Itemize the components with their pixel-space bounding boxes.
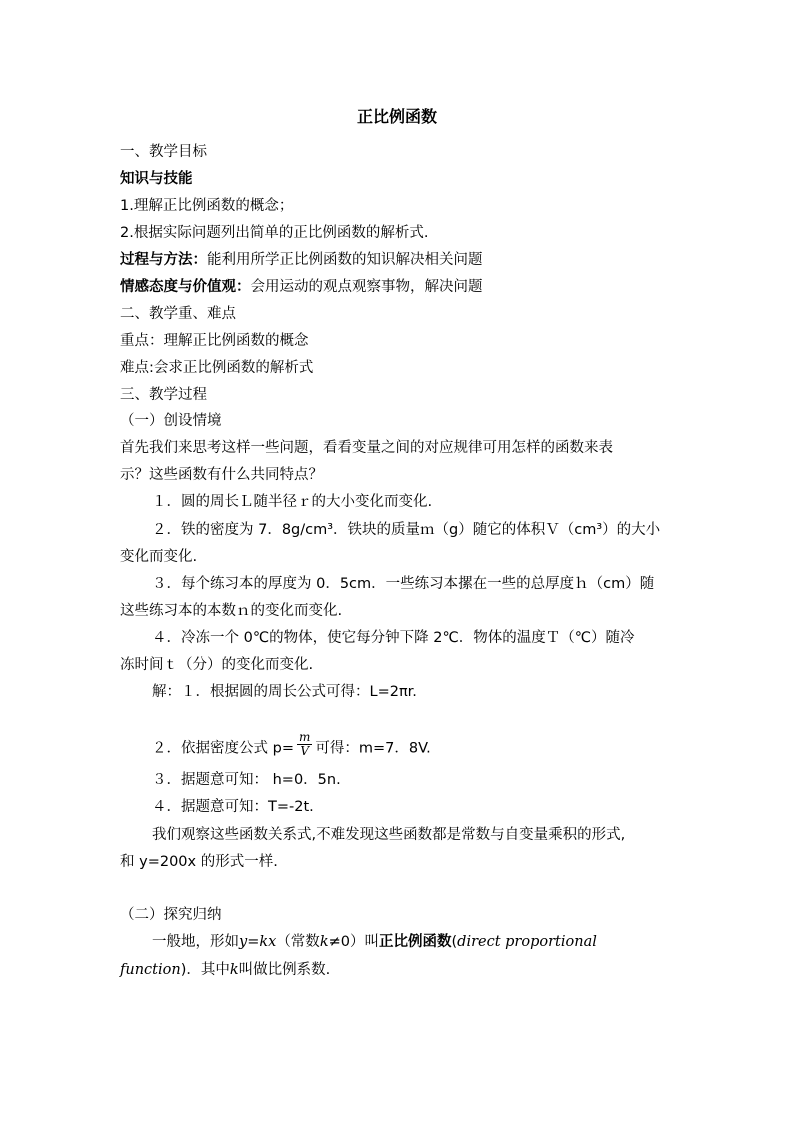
answer-1: 解：１．根据圆的周长公式可得：L=2πr. <box>152 684 417 700</box>
section-heading-goals: 一、教学目标 <box>120 144 207 160</box>
section-heading-focus: 二、教学重、难点 <box>120 306 236 322</box>
question-4-line-2: 冻时间ｔ（分）的变化而变化. <box>120 657 314 673</box>
difficult-point: 难点:会求正比例函数的解析式 <box>120 360 314 376</box>
answer-2-suffix: 可得：m=7．8V. <box>315 740 431 757</box>
question-3-line-2: 这些练习本的本数ｎ的变化而变化. <box>120 603 343 619</box>
definition-term: 正比例函数 <box>378 934 452 950</box>
definition-english-1: direct proportional <box>457 934 597 950</box>
key-point: 重点：理解正比例函数的概念 <box>120 333 309 349</box>
density-fraction <box>297 731 312 758</box>
definition-text-c: ≠0）叫 <box>328 934 379 950</box>
goal-attitude-text: 会用运动的观点观察事物，解决问题 <box>250 279 483 295</box>
definition-text-b: （常数 <box>276 934 320 950</box>
goal-process-label: 过程与方法： <box>120 252 207 268</box>
observation-line-1: 我们观察这些函数关系式,不难发现这些函数都是常数与自变量乘积的形式, <box>152 827 626 843</box>
definition-text-d: ( <box>451 934 458 950</box>
definition-coefficient-k: k <box>229 962 239 978</box>
definition-text-f: 叫做比例系数. <box>238 962 331 978</box>
answer-4: ４．据题意可知：T=-2t. <box>152 799 314 815</box>
definition-english-2: function <box>120 962 181 978</box>
goal-attitude <box>120 277 483 297</box>
goal-item-1: 1.理解正比例函数的概念； <box>120 198 294 214</box>
goal-attitude-label: 情感态度与价值观： <box>120 279 251 295</box>
fraction-denominator: V <box>300 744 309 758</box>
subheading-knowledge: 知识与技能 <box>120 171 193 187</box>
definition-constant-k: k <box>319 934 329 950</box>
goal-item-2: 2.根据实际问题列出简单的正比例函数的解析式. <box>120 225 429 241</box>
intro-line-2: 示？这些函数有什么共同特点？ <box>120 467 323 483</box>
fraction-numerator: m <box>298 730 311 744</box>
definition-line-1 <box>152 932 597 952</box>
answer-2-prefix: ２．依据密度公式 p= <box>152 740 294 757</box>
part-heading-explore: （二）探究归纳 <box>120 907 222 923</box>
question-2-line-1: ２．铁的密度为 7．8g/cm³．铁块的质量ｍ（g）随它的体积Ｖ（cm³）的大小 <box>152 522 661 538</box>
observation-line-2: 和 y=200x 的形式一样. <box>120 854 278 870</box>
part-heading-scenario: （一）创设情境 <box>120 413 222 429</box>
page-title: 正比例函数 <box>356 107 437 126</box>
definition-formula: y=kx <box>239 934 277 950</box>
intro-line-1: 首先我们来思考这样一些问题，看看变量之间的对应规律可用怎样的函数来表 <box>120 440 613 456</box>
goal-process-text: 能利用所学正比例函数的知识解决相关问题 <box>207 252 483 268</box>
answer-3: ３．据题意可知： h=0．5n. <box>152 772 341 788</box>
question-3-line-1: ３．每个练习本的厚度为 0．5cm．一些练习本摞在一些的总厚度ｈ（cm）随 <box>152 576 655 592</box>
section-heading-process: 三、教学过程 <box>120 387 207 403</box>
question-2-line-2: 变化而变化. <box>120 549 198 565</box>
question-1: １．圆的周长Ｌ随半径ｒ的大小变化而变化. <box>152 494 433 510</box>
definition-text-a: 一般地，形如 <box>152 934 239 950</box>
definition-line-2 <box>120 960 330 980</box>
question-4-line-1: ４．冷冻一个 0℃的物体，使它每分钟下降 2℃．物体的温度Ｔ（℃）随冷 <box>152 630 635 646</box>
definition-text-e: )．其中 <box>180 962 230 978</box>
answer-2 <box>152 730 431 762</box>
goal-process <box>120 250 483 270</box>
